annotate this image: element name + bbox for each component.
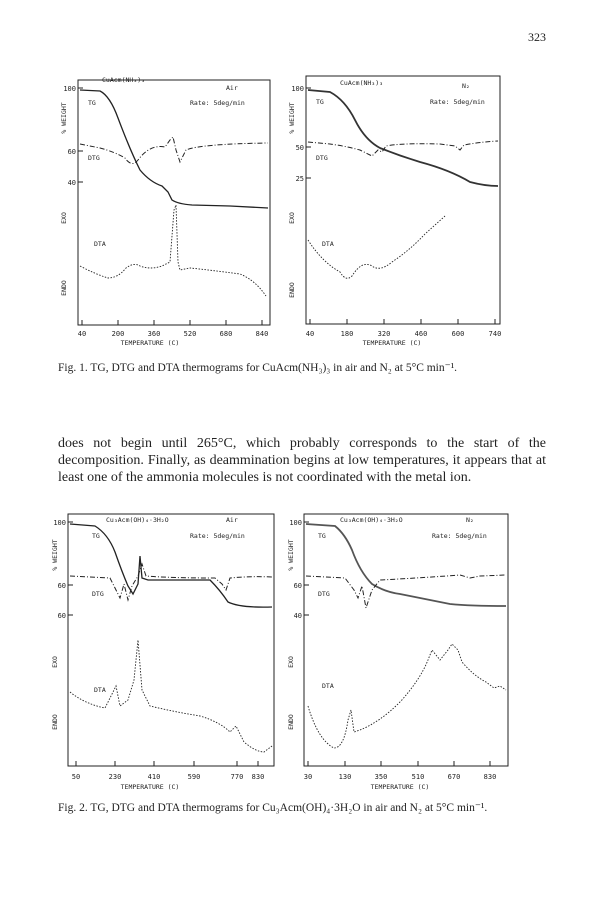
fig2-n2-atmosphere: N₂ bbox=[466, 516, 474, 524]
fig2-air-xtick-label: 770 bbox=[230, 773, 244, 781]
fig2-air-xtick-label: 230 bbox=[108, 773, 122, 781]
fig1-n2-ylabel: % WEIGHT bbox=[288, 102, 296, 134]
fig2-air-xtick-label: 50 bbox=[71, 773, 81, 781]
fig2-air-compound: Cu₃Acm(OH)₄·3H₂O bbox=[106, 516, 169, 524]
fig1-air-dta-label: DTA bbox=[94, 240, 106, 248]
fig2-n2-dta-curve bbox=[308, 644, 506, 748]
fig2-air-ytick-label: 100 bbox=[53, 519, 66, 527]
fig2-air-ytick-label: 60 bbox=[57, 582, 66, 590]
fig1-air-tg-label: TG bbox=[88, 99, 96, 107]
fig1-n2-ytick-label: 25 bbox=[295, 175, 304, 183]
fig1-n2-rate: Rate: 5deg/min bbox=[430, 98, 485, 106]
fig2-n2-exo-label: EXO bbox=[287, 656, 295, 668]
fig1-air-xtick-label: 40 bbox=[77, 330, 87, 338]
fig1-n2-exo-label: EXO bbox=[288, 212, 296, 224]
fig1-air-dtg-label: DTG bbox=[88, 154, 100, 162]
fig1-air-xlabel: TEMPERATURE (C) bbox=[120, 339, 180, 347]
fig1-air-xtick-label: 680 bbox=[219, 330, 233, 338]
figure-2-caption: Fig. 2. TG, DTG and DTA thermograms for Cu₃Acm(OH)₄·3H₂O in air and N₂ at 5°C min⁻¹. bbox=[58, 802, 488, 814]
fig2-air-dta-label: DTA bbox=[94, 686, 106, 694]
fig1-n2-xtick-label: 180 bbox=[340, 330, 354, 338]
fig2-n2-compound: Cu₃Acm(OH)₄·3H₂O bbox=[340, 516, 403, 524]
fig1-air-compound: CuAcm(NH₃)₃ bbox=[102, 76, 146, 84]
fig2-n2-xtick-label: 350 bbox=[374, 773, 388, 781]
fig2-air-rate: Rate: 5deg/min bbox=[190, 532, 245, 540]
figure-1-caption: Fig. 1. TG, DTG and DTA thermograms for CuAcm(NH₃)₃ in air and N₂ at 5°C min⁻¹. bbox=[58, 362, 458, 374]
fig1-air-xtick-label: 520 bbox=[183, 330, 197, 338]
fig1-n2-dtg-label: DTG bbox=[316, 154, 328, 162]
fig1-air-ytick-label: 60 bbox=[67, 148, 76, 156]
fig2-air-xtick-label: 410 bbox=[147, 773, 161, 781]
fig1-air-ylabel: % WEIGHT bbox=[60, 102, 68, 134]
fig2-air-exo-label: EXO bbox=[51, 656, 59, 668]
fig2-n2-tg-label: TG bbox=[318, 532, 326, 540]
fig2-n2-ytick-label: 60 bbox=[293, 582, 302, 590]
fig2-n2-xlabel: TEMPERATURE (C) bbox=[370, 783, 430, 791]
fig2-air-xtick-label: 830 bbox=[251, 773, 265, 781]
fig1-air-atmosphere: Air bbox=[226, 84, 238, 92]
fig1-air-xtick-label: 360 bbox=[147, 330, 161, 338]
fig2-air-dtg-label: DTG bbox=[92, 590, 104, 598]
fig1-air-endo-label: ENDO bbox=[60, 280, 68, 296]
fig1-n2-ytick-label: 50 bbox=[295, 144, 304, 152]
fig1-n2-tg-label: TG bbox=[316, 98, 324, 106]
fig1-air-rate: Rate: 5deg/min bbox=[190, 99, 245, 107]
fig2-n2-ytick-label: 40 bbox=[293, 612, 302, 620]
fig2-n2-ytick-label: 100 bbox=[289, 519, 302, 527]
fig1-n2-dta-label: DTA bbox=[322, 240, 334, 248]
fig2-n2-ylabel: % WEIGHT bbox=[287, 539, 295, 571]
fig2-air-xtick-label: 590 bbox=[187, 773, 201, 781]
fig2-n2-xtick-label: 130 bbox=[338, 773, 352, 781]
fig2-n2-rate: Rate: 5deg/min bbox=[432, 532, 487, 540]
fig1-n2-xtick-label: 320 bbox=[377, 330, 391, 338]
fig1-n2-xtick-label: 740 bbox=[488, 330, 502, 338]
fig1-n2-endo-label: ENDO bbox=[288, 282, 296, 298]
fig1-air-xtick-label: 840 bbox=[255, 330, 269, 338]
fig1-air-ytick-label: 100 bbox=[63, 85, 76, 93]
fig2-n2-xtick-label: 510 bbox=[411, 773, 425, 781]
fig2-air-endo-label: ENDO bbox=[51, 714, 59, 730]
fig1-air-xtick-label: 200 bbox=[111, 330, 125, 338]
fig1-air-ytick-label: 40 bbox=[67, 179, 76, 187]
fig1-n2-xtick-label: 40 bbox=[305, 330, 315, 338]
fig2-n2-dtg-label: DTG bbox=[318, 590, 330, 598]
fig1-n2-compound: CuAcm(NH₃)₃ bbox=[340, 79, 384, 87]
fig2-n2-xtick-label: 670 bbox=[447, 773, 461, 781]
fig2-air-ylabel: % WEIGHT bbox=[51, 539, 59, 571]
fig2-n2-xtick-label: 30 bbox=[303, 773, 313, 781]
body-paragraph: does not begin until 265°C, which probably corresponds to the start of the decomposition. Finally, as deammination begins at low temperatures, it appears that at least one of the ammonia molecules is not coordinated with the metal ion. bbox=[58, 436, 546, 485]
fig2-air-xlabel: TEMPERATURE (C) bbox=[120, 783, 180, 791]
fig2-n2-frame bbox=[304, 514, 508, 766]
fig2-air-ytick-label: 60 bbox=[57, 612, 66, 620]
fig1-n2-xlabel: TEMPERATURE (C) bbox=[362, 339, 422, 347]
fig2-n2-endo-label: ENDO bbox=[287, 714, 295, 730]
fig1-n2-atmosphere: N₂ bbox=[462, 82, 470, 90]
fig1-n2-xtick-label: 600 bbox=[451, 330, 465, 338]
fig1-n2-xtick-label: 460 bbox=[414, 330, 428, 338]
fig2-n2-xtick-label: 830 bbox=[483, 773, 497, 781]
fig1-n2-ytick-label: 100 bbox=[291, 85, 304, 93]
fig2-n2-dta-label: DTA bbox=[322, 682, 334, 690]
fig1-air-exo-label: EXO bbox=[60, 212, 68, 224]
fig2-n2-dtg-curve bbox=[306, 575, 506, 608]
page-number: 323 bbox=[528, 30, 546, 44]
fig2-air-tg-label: TG bbox=[92, 532, 100, 540]
fig2-air-atmosphere: Air bbox=[226, 516, 238, 524]
